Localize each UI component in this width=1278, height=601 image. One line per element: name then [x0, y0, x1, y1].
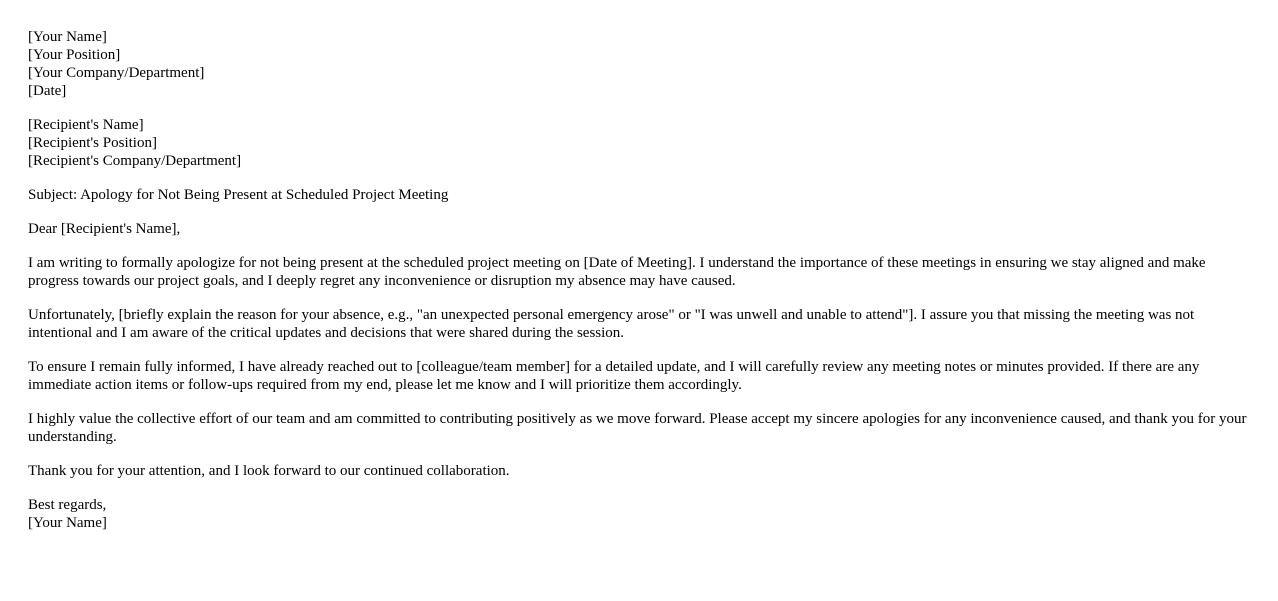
sender-name: [Your Name]	[28, 29, 107, 45]
salutation: Dear [Recipient's Name],	[28, 221, 181, 237]
body-paragraph-4: I highly value the collective effort of our team and am committed to contributing positively as we move forward. Please accept my sincere apologies for any inconvenience caused, and thank you for your understanding.	[28, 411, 1247, 445]
recipient-company: [Recipient's Company/Department]	[28, 153, 242, 169]
body-paragraph-1: I am writing to formally apologize for not being present at the scheduled project meeting on [Date of Meeting]. I understand the importance of these meetings in ensuring we stay aligned and make progress towards our project goals, and I deeply regret any inconvenience or disruption my absence may have caused.	[28, 255, 1206, 289]
sender-block	[28, 28, 1250, 100]
body-paragraph-2: Unfortunately, [briefly explain the reason for your absence, e.g., "an unexpected personal emergency arose" or "I was unwell and unable to attend"]. I assure you that missing the meeting was not intentional and I am aware of the critical updates and decisions that were shared during the session.	[28, 307, 1195, 341]
letter-date: [Date]	[28, 83, 67, 99]
valediction: Best regards,	[28, 497, 107, 513]
sender-position: [Your Position]	[28, 47, 121, 63]
subject-line: Subject: Apology for Not Being Present at Scheduled Project Meeting	[28, 187, 449, 203]
recipient-block	[28, 116, 1250, 170]
recipient-name: [Recipient's Name]	[28, 117, 144, 133]
body-paragraph-5: Thank you for your attention, and I look forward to our continued collaboration.	[28, 463, 510, 479]
sender-company: [Your Company/Department]	[28, 65, 205, 81]
closing-block	[28, 496, 1250, 532]
body-paragraph-3: To ensure I remain fully informed, I have already reached out to [colleague/team member] for a detailed update, and I will carefully review any meeting notes or minutes provided. If there are any immediate action items or follow-ups required from my end, please let me know and I will prioritize them accordingly.	[28, 359, 1200, 393]
recipient-position: [Recipient's Position]	[28, 135, 157, 151]
letter	[28, 28, 1250, 548]
signature: [Your Name]	[28, 515, 107, 531]
